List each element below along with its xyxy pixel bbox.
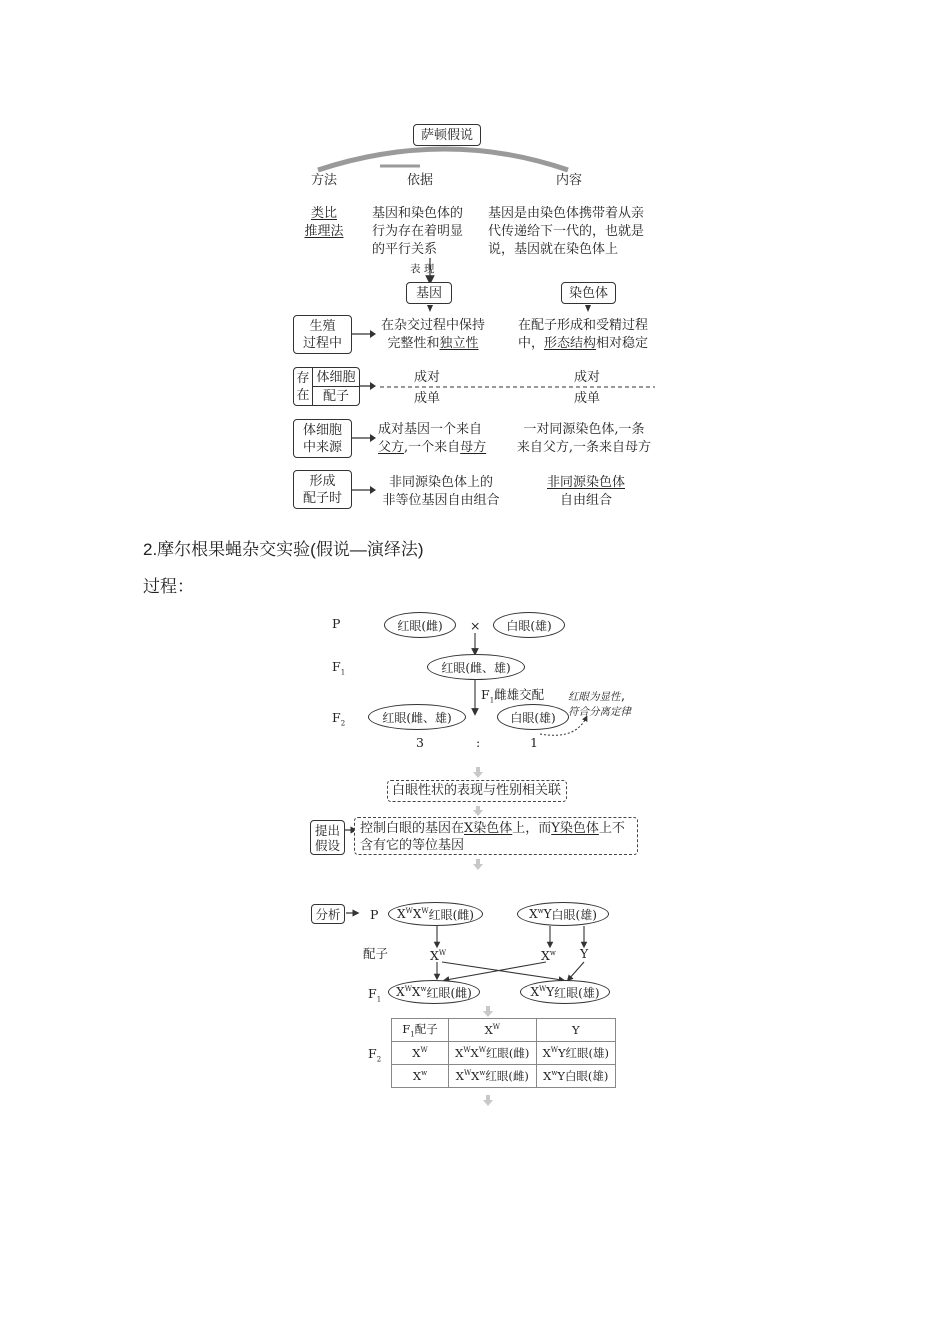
- arrow-label-expression: 表 现: [410, 263, 435, 275]
- analysis-gamete-label: 配子: [363, 946, 389, 961]
- row-existence-chrom-pair: 成对: [573, 370, 600, 385]
- gamete-XW: $X^W$: [430, 948, 447, 964]
- table-cell: $X^WX^W$红眼(雌): [449, 1042, 537, 1065]
- f1-red-eye: 红眼(雌、雄): [427, 654, 525, 680]
- chromosome-box: 染色体: [561, 282, 616, 304]
- sutton-title-box: 萨顿假说: [413, 124, 481, 146]
- method-text: 类比 推理法: [304, 206, 344, 239]
- row-arrows: [352, 330, 376, 494]
- row-existence-chrom-single: 成单: [573, 391, 600, 406]
- gamete-Xw: $X^w$: [541, 948, 556, 964]
- ratio-1: 1: [530, 735, 538, 750]
- p-red-eye-female: 红眼(雌): [384, 612, 456, 638]
- label-F1: $F_1$: [332, 659, 346, 677]
- table-row-XW: $X^W$: [392, 1042, 449, 1065]
- analysis-p-female: $X^WX^W$ 红眼(雌): [388, 902, 483, 926]
- p-white-eye-male: 白眼(雄): [493, 612, 565, 638]
- analysis-p-male: $X^wY$ 白眼(雄): [517, 902, 609, 926]
- row-gamete-label: 形成 配子时: [293, 470, 352, 509]
- analysis-F2: $F_2$: [368, 1046, 382, 1064]
- table-cell: $X^WX^w$红眼(雌): [449, 1065, 537, 1088]
- process-label: 过程：: [143, 577, 194, 596]
- basis-head: 依据: [406, 173, 433, 188]
- row-gamete-gene: 非同源染色体上的 非等位基因自由组合: [382, 475, 500, 508]
- label-F2: $F_2$: [332, 710, 346, 728]
- f2-white-eye-male: 白眼(雄): [497, 704, 569, 730]
- row-reproduction-gene: 在杂交过程中保持 完整性和独立性: [380, 318, 485, 351]
- ratio-3: 3: [416, 735, 424, 750]
- table-cell: $X^WY$红眼(雄): [536, 1042, 615, 1065]
- analysis-f1-male: $X^WY$ 红眼(雄): [520, 980, 610, 1004]
- row-reproduction-label: 生殖 过程中: [293, 315, 352, 354]
- row-gamete-chrom: 非同源染色体 自由组合: [546, 475, 625, 508]
- row-origin-gene: 成对基因一个来自 父方,一个来自母方: [378, 422, 487, 455]
- ratio-colon: :: [476, 735, 481, 750]
- method-head: 方法: [310, 173, 337, 188]
- content-head: 内容: [555, 173, 582, 188]
- table-header-Y: Y: [536, 1019, 615, 1042]
- label-P: P: [332, 616, 341, 631]
- gamete-Y: Y: [580, 946, 589, 961]
- analysis-label: 分析: [311, 904, 345, 924]
- table-header-gametes: $F_1$配子: [392, 1019, 449, 1042]
- row-origin-label: 体细胞 中来源: [293, 419, 352, 458]
- section-heading: 2.摩尔根果蝇杂交实验(假说—演绎法): [143, 540, 424, 559]
- hypothesis-label: 提出 假设: [310, 820, 345, 855]
- f2-red-eye: 红眼(雌、雄): [368, 704, 466, 730]
- hypothesis-box: 控制白眼的基因在X染色体上，而Y染色体上不 含有它的等位基因: [354, 817, 638, 855]
- f2-punnett-table: [391, 1018, 616, 1088]
- table-row-Xw: $X^w$: [392, 1065, 449, 1088]
- row-reproduction-chrom: 在配子形成和受精过程 中，形态结构相对稳定: [518, 318, 649, 351]
- analysis-P: P: [370, 907, 379, 922]
- f1-cross-label: $F_1$雌雄交配: [481, 687, 545, 705]
- table-cell: $X^wY$白眼(雄): [536, 1065, 615, 1088]
- row-existence-gene-pair: 成对: [413, 370, 440, 385]
- content-text: 基因是由染色体携带着从亲 代传递给下一代的，也就是 说，基因就在染色体上: [488, 206, 645, 257]
- analysis-f1-female: $X^WX^w$ 红眼(雌): [388, 980, 480, 1004]
- table-header-XW: $X^W$: [449, 1019, 537, 1042]
- row-existence-gene-single: 成单: [413, 391, 440, 406]
- gene-box: 基因: [406, 282, 452, 304]
- basis-text: 基因和染色体的 行为存在着明显 的平行关系: [372, 206, 464, 257]
- observation-box: 白眼性状的表现与性别相关联: [387, 780, 567, 802]
- handwritten-note: 红眼为显性, 符合分离定律: [568, 691, 631, 718]
- row-existence-label: 存 在 体细胞 配子: [293, 367, 360, 406]
- cross-symbol: ×: [470, 618, 481, 633]
- analysis-F1: $F_1$: [368, 986, 382, 1004]
- row-origin-chrom: 一对同源染色体,一条 来自父方,一条来自母方: [516, 422, 652, 455]
